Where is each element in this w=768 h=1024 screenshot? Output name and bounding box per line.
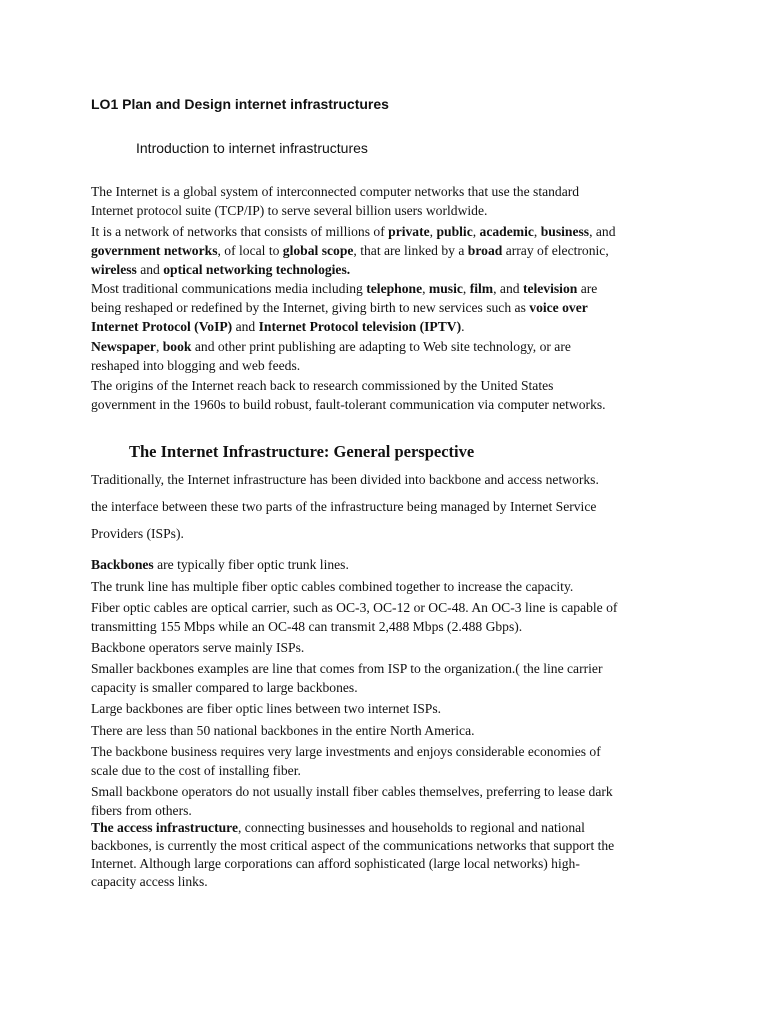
- text-run: and other print publishing are adapting to Web site technology, or are reshaped into blogging and web feeds.: [91, 339, 571, 373]
- paragraph-origins: [91, 376, 691, 414]
- bold-text-run: book: [162, 339, 192, 354]
- text-run: Fiber optic cables are optical carrier, such as OC-3, OC-12 or OC-48. An OC-3 line is capable of transmitting 155 Mbps while an OC-48 can transmit 2,488 Mbps (2.488 Gbps).: [91, 600, 618, 634]
- text-run: The backbone business requires very large investments and enjoys considerable economies of scale due to the cost of installing fiber.: [91, 744, 601, 778]
- perspective-heading: The Internet Infrastructure: General perspective: [129, 442, 475, 461]
- bold-text-run: Internet Protocol television (IPTV): [258, 319, 462, 334]
- text-run: and: [136, 262, 164, 277]
- text-run: array of electronic,: [505, 243, 609, 258]
- text-run: ,: [472, 224, 480, 239]
- text-run: Large backbones are fiber optic lines between two internet ISPs.: [91, 701, 442, 716]
- bold-text-run: government networks: [91, 243, 218, 258]
- bold-text-run: television: [522, 281, 578, 296]
- bold-text-run: global scope: [282, 243, 354, 258]
- text-run: the interface between these two parts of the infrastructure being managed by Internet Service Providers (ISPs).: [91, 499, 597, 541]
- bold-text-run: optical networking technologies.: [163, 262, 351, 277]
- bold-text-run: broad: [467, 243, 503, 258]
- bold-text-run: public: [436, 224, 473, 239]
- text-run: ,: [422, 281, 429, 296]
- text-run: ,: [429, 224, 437, 239]
- paragraph-trunk-line: [91, 577, 691, 596]
- text-run: ,: [533, 224, 541, 239]
- paragraph-small-operators: [91, 782, 691, 820]
- text-run: Small backbone operators do not usually install fiber cables themselves, preferring to lease dark fibers from others.: [91, 784, 613, 818]
- bold-text-run: private: [388, 224, 430, 239]
- bold-text-run: music: [428, 281, 463, 296]
- text-run: ,: [462, 281, 470, 296]
- text-run: The trunk line has multiple fiber optic cables combined together to increase the capacity.: [91, 579, 574, 594]
- main-heading: LO1 Plan and Design internet infrastructures: [91, 96, 389, 112]
- text-run: There are less than 50 national backbones in the entire North America.: [91, 723, 475, 738]
- paragraph-smaller-backbones: [91, 659, 691, 697]
- text-run: ,: [155, 339, 163, 354]
- text-run: , that are linked by a: [353, 243, 468, 258]
- bold-text-run: The access infrastructure: [91, 820, 238, 835]
- paragraph-access-infrastructure: [91, 819, 691, 891]
- bold-text-run: business: [540, 224, 590, 239]
- text-run: , and: [589, 224, 616, 239]
- paragraph-backbone-operators: [91, 638, 691, 657]
- text-run: Traditionally, the Internet infrastructure has been divided into backbone and access networks.: [91, 472, 599, 487]
- text-run: The origins of the Internet reach back to research commissioned by the United States government in the 1960s to build robust, fault-tolerant communication via computer networks.: [91, 378, 606, 412]
- paragraph-fiber-optic: [91, 598, 691, 636]
- paragraph-internet: [91, 182, 691, 220]
- text-run: .: [461, 319, 465, 334]
- paragraph-network-of-networks: [91, 222, 691, 279]
- paragraph-interface: [91, 493, 678, 547]
- bold-text-run: Newspaper: [91, 339, 156, 354]
- paragraph-traditionally: [91, 470, 691, 489]
- text-run: and: [232, 319, 259, 334]
- text-run: The Internet is a global system of interconnected computer networks that use the standard Internet protocol suite (TCP/IP) to serve several billion users worldwide.: [91, 184, 580, 218]
- bold-text-run: voice over Internet Protocol (VoIP): [91, 300, 588, 334]
- text-run: are typically fiber optic trunk lines.: [153, 557, 349, 572]
- bold-text-run: telephone: [366, 281, 423, 296]
- text-run: Smaller backbones examples are line that comes from ISP to the organization.( the line carrier capacity is smaller compared to large backbones.: [91, 661, 603, 695]
- paragraph-large-backbones: [91, 699, 691, 718]
- paragraph-backbone-business: [91, 742, 691, 780]
- bold-text-run: film: [469, 281, 494, 296]
- bold-text-run: wireless: [91, 262, 137, 277]
- text-run: , connecting businesses and households to regional and national backbones, is currently the most critical aspect of the communications networks that support the Internet. Although large corporations can afford sophisticated (large local networks) high- capacity access links.: [91, 820, 615, 889]
- bold-text-run: academic: [479, 224, 534, 239]
- text-run: It is a network of networks that consists of millions of: [91, 224, 389, 239]
- paragraph-traditional-media: [91, 279, 691, 336]
- text-run: , of local to: [217, 243, 283, 258]
- text-run: , and: [493, 281, 523, 296]
- text-run: Backbone operators serve mainly ISPs.: [91, 640, 305, 655]
- text-run: are being reshaped or redefined by the Internet, giving birth to new services such as: [91, 281, 598, 315]
- paragraph-backbones: [91, 555, 691, 574]
- intro-heading: Introduction to internet infrastructures: [136, 140, 368, 156]
- bold-text-run: Backbones: [91, 557, 154, 572]
- paragraph-print-publishing: [91, 337, 691, 375]
- text-run: Most traditional communications media including: [91, 281, 367, 296]
- paragraph-national-backbones: [91, 721, 691, 740]
